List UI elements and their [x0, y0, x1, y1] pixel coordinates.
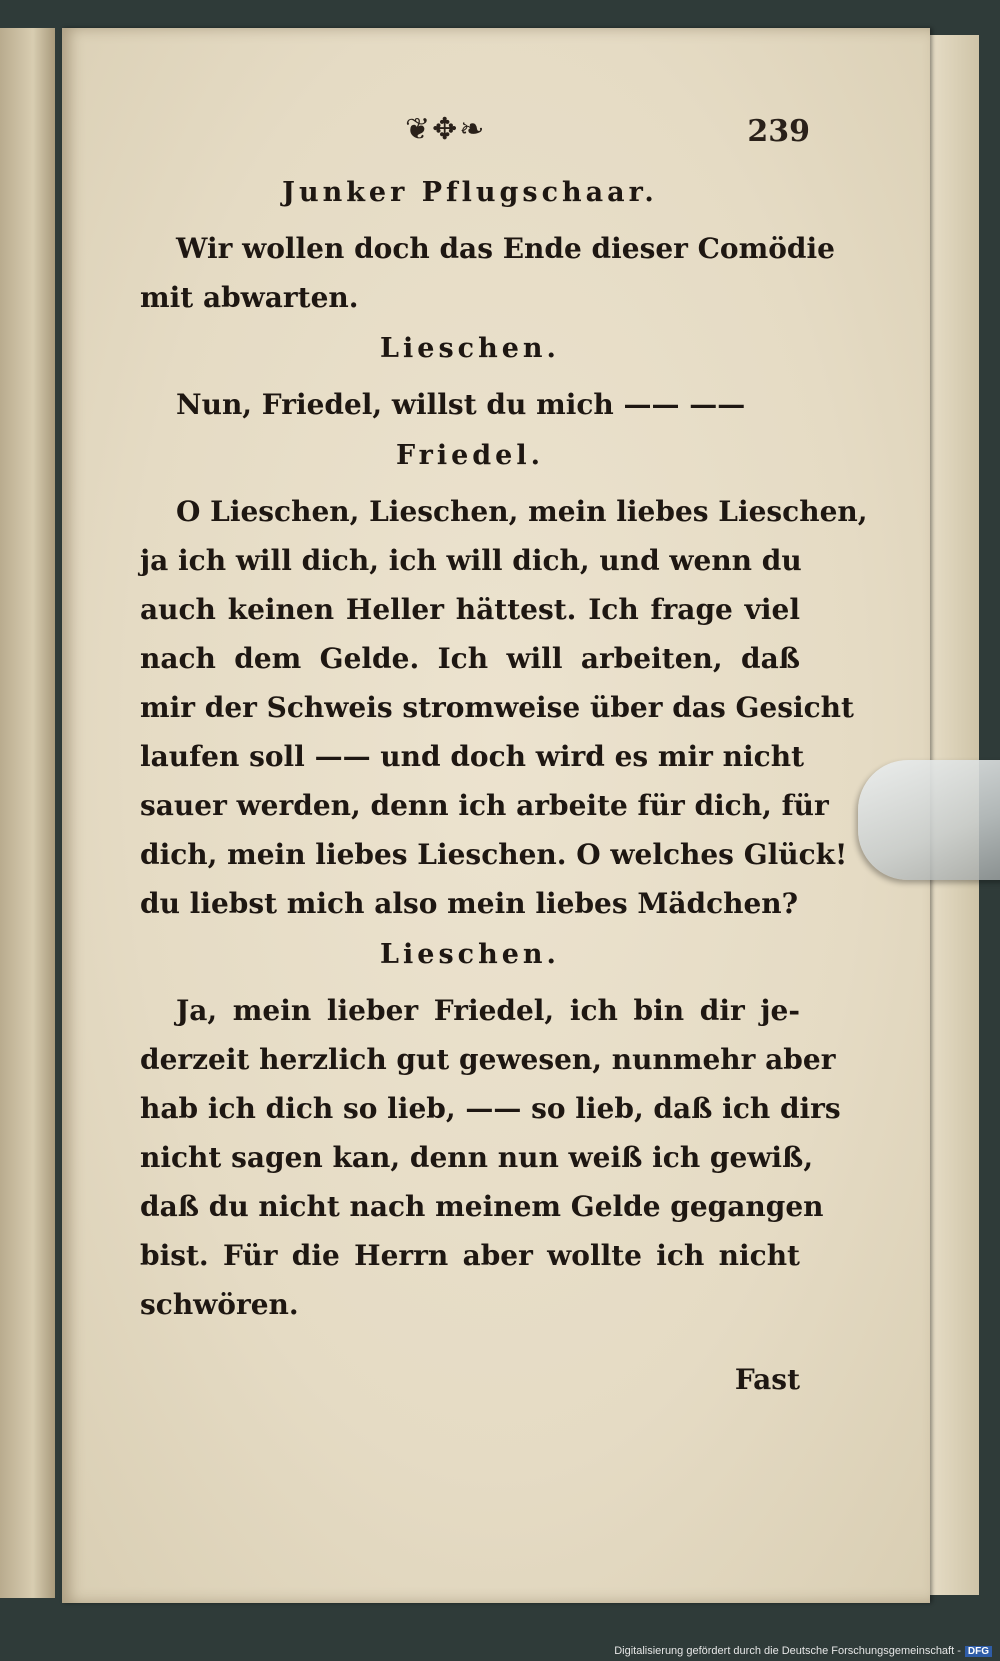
footer-text: Digitalisierung gefördert durch die Deutsche Forschungsgemeinschaft - [614, 1645, 961, 1657]
speaker-name: Lieschen. [380, 333, 560, 364]
page-clip [858, 760, 1000, 880]
speaker-name: Friedel. [395, 440, 545, 471]
dfg-logo: DFG [965, 1646, 992, 1657]
text-line: bist. Für die Herrn aber wollte ich nicht [140, 1239, 800, 1272]
text-line: laufen soll —— und doch wird es mir nicht [140, 740, 805, 773]
text-line: ja ich will dich, ich will dich, und wenn du [140, 544, 802, 577]
catchword: Fast [734, 1363, 800, 1396]
text-line: auch keinen Heller hättest. Ich frage viel [140, 593, 800, 626]
text-line: mit abwarten. [140, 281, 359, 314]
dialogue-block [140, 170, 835, 322]
text-line: Nun, Friedel, willst du mich —— —— [176, 388, 746, 421]
digitization-footer [614, 1645, 992, 1657]
text-line: dich, mein liebes Lieschen. O welches Glück! [140, 838, 848, 871]
dialogue-block [140, 433, 868, 928]
text-line: sauer werden, denn ich arbeite für dich, für [140, 789, 829, 822]
speaker-name: Lieschen. [380, 939, 560, 970]
dialogue-block [140, 326, 800, 429]
text-line: derzeit herzlich gut gewesen, nunmehr aber [140, 1043, 836, 1076]
page-number: 239 [747, 114, 810, 149]
text-line: schwören. [140, 1288, 299, 1321]
text-line: Ja, mein lieber Friedel, ich bin dir je- [176, 994, 800, 1027]
text-line: du liebst mich also mein liebes Mädchen? [140, 887, 799, 920]
text-line: O Lieschen, Lieschen, mein liebes Lieschen, [176, 495, 868, 528]
text-line: hab ich dich so lieb, —— so lieb, daß ich dirs [140, 1092, 841, 1125]
left-page-edge [0, 28, 55, 1598]
text-line: Wir wollen doch das Ende dieser Comödie [176, 232, 835, 265]
text-line: daß du nicht nach meinem Gelde gegangen [140, 1190, 824, 1223]
page-text [140, 108, 868, 1396]
text-line: nach dem Gelde. Ich will arbeiten, daß [140, 642, 800, 675]
text-line: mir der Schweis stromweise über das Gesicht [140, 691, 854, 724]
text-line: nicht sagen kan, denn nun weiß ich gewiß, [140, 1141, 814, 1174]
page-header [140, 108, 810, 166]
dialogue-block [140, 932, 841, 1329]
header-ornament: ❦✥❧ [405, 112, 487, 147]
speaker-name: Junker Pflugschaar. [282, 177, 658, 208]
